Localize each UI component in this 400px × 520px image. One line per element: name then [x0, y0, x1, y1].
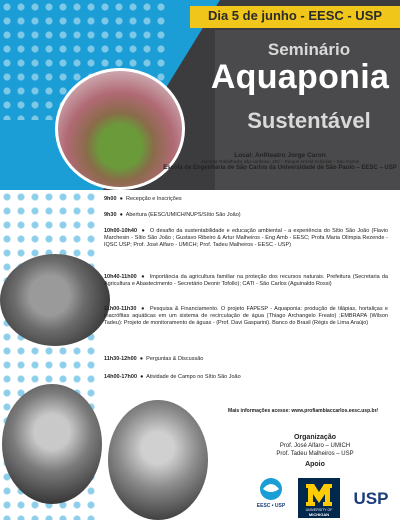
eesc-usp-logo [254, 476, 288, 510]
organization-heading: Organização [293, 434, 336, 441]
schedule-item: 10h00-10h40 ● O desafio da sustentabilidade e educação ambiental - a experiência do Sítio São João (Flavio Marchesin - Sítio São João ; Gustavo Ribeiro & Artur Malheiros - Eng Amb - EESC; Profa Maria Olímpia Rezende - IQSC USP; Prof. José Alfaro - UMICH; Prof. Tadeu Malheiros - EESC - USP) [104, 228, 388, 248]
schedule-item: 11h30-12h00 ● Perguntas & Discussão [104, 356, 204, 362]
schedule-item: 9h00 ● Recepção e Inscrições [104, 196, 182, 202]
organizer-line: Prof. José Alfaro – UMICH [279, 443, 351, 449]
eesc-logo-text: EESC • USP [256, 503, 286, 509]
usp-logo-text: USP [353, 489, 389, 508]
organization-block [240, 434, 390, 469]
location-school: Escola de Engenharia de São Carlos da Universidade de São Paulo – EESC – USP [163, 165, 397, 171]
university-of-michigan-logo [298, 478, 340, 518]
location-address: Avenida Trabalhador são-carlense, 400 – Parque Arnold Schimidt – São Carlos [201, 159, 359, 164]
date-banner [190, 6, 400, 28]
more-info-link[interactable]: Mais informações acesse: www.profiambiaccarlos.eesc.usp.br/ [228, 408, 378, 414]
support-heading: Apoio [305, 461, 325, 468]
usp-logo [350, 488, 392, 508]
title-seminario: Seminário [267, 40, 351, 59]
greenhouse-worker-photo [108, 400, 208, 520]
organizer-line: Prof. Tadeu Malheiros – USP [276, 451, 354, 457]
um-logo-text-bottom: MICHIGAN [308, 512, 330, 517]
schedule-item: 11h00-11h30 ● Pesquisa & Financiamento. O projeto FAPESP - Aquaponia: produção de tilápias, hortaliças e macrófitas aquáticas em um sistema de recirculação de água (Thiago Archangelo Freato) ;EMBRAPA (Wilson Tadeu): Projeto de monitoramento de águas - (Prof. Davi Gasparini). Banco do Brasil (Régis de Lima Araújo) [104, 306, 388, 326]
schedule-item: 14h00-17h00 ● Atividade de Campo no Sítio São João [104, 374, 241, 380]
location-block [160, 152, 400, 172]
schedule-item: 9h30 ● Abertura (EESC/UMICH/NUPS/Sítio São João) [104, 212, 241, 218]
title-sustentavel: Sustentável [247, 108, 371, 133]
um-logo-text-top: UNIVERSITY OF [305, 508, 333, 512]
field-work-photo [0, 254, 110, 346]
schedule-item: 10h40-11h00 ● Importância da agricultura familiar na proteção dos recursos naturais. Prefeitura (Secretaria da Agricultura e Abastecimento - Secretário Deonir Tofollo); CATI - São Carlos (Aguinaldo Rossi) [104, 274, 388, 287]
location-label: Local: Anfiteatro Jorge Caron [234, 152, 326, 159]
title-aquaponia: Aquaponia [210, 58, 390, 96]
date-text: Dia 5 de junho - EESC - USP [207, 8, 383, 23]
tilapia-tanks-photo [2, 384, 102, 504]
